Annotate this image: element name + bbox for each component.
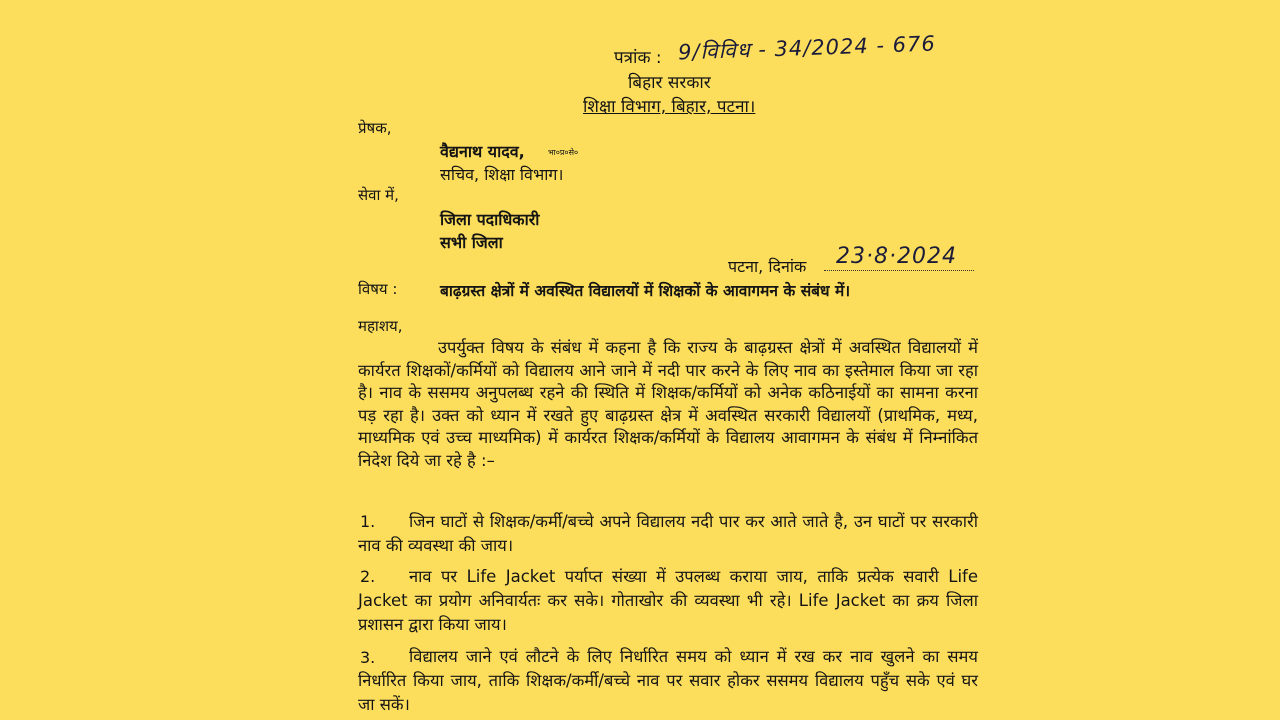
recipient-line2: सभी जिला xyxy=(440,233,503,252)
date-dotted-line xyxy=(824,270,974,271)
intro-paragraph: उपर्युक्त विषय के संबंध में कहना है कि राज्य के बाढ़ग्रस्त क्षेत्रों में अवस्थित विद्यालयों में कार्यरत शिक्षकों/कर्मियों को विद्यालय आने जाने में नदी पार करने के लिए नाव का इस्तेमाल किया जा रहा है। नाव के ससमय अनुपलब्ध रहने की स्थिति में शिक्षक/कर्मियों को अनेक कठिनाईयों का सामना करना पड़ रहा है। उक्त को ध्यान में रखते हुए बाढ़ग्रस्त क्षेत्र में अवस्थित सरकारी विद्यालयों (प्राथमिक, मध्य, माध्यमिक एवं उच्च माध्यमिक) में कार्यरत शिक्षक/कर्मियों के विद्यालय आवागमन के संबंध में निम्नांकित निदेश दिये जा रहे है :– xyxy=(358,338,978,470)
salutation: महाशय, xyxy=(358,317,403,335)
subject-label: विषय : xyxy=(358,280,398,298)
item-number: 3. xyxy=(360,648,376,667)
sender-name: वैद्यनाथ यादव, xyxy=(440,142,525,161)
recipient-line1: जिला पदाधिकारी xyxy=(440,210,540,229)
date-handwritten: 23·8·2024 xyxy=(836,244,957,269)
department-name: शिक्षा विभाग, बिहार, पटना। xyxy=(583,97,756,117)
item-text: नाव पर Life Jacket पर्याप्त संख्या में उपलब्ध कराया जाय, ताकि प्रत्येक सवारी Life Jacket का प्रयोग अनिवार्यतः कर सके। गोताखोर की व्यवस्था भी रहे। Life Jacket का क्रय जिला प्रशासन द्वारा किया जाय। xyxy=(358,567,978,634)
ref-number-handwritten: 9/विविध - 34/2024 - 676 xyxy=(677,31,937,65)
item-number: 1. xyxy=(360,512,376,531)
subject-text: बाढ़ग्रस्त क्षेत्रों में अवस्थित विद्यालयों में शिक्षकों के आवागमन के संबंध में। xyxy=(440,282,851,300)
govt-name: बिहार सरकार xyxy=(628,73,711,93)
item-text: विद्यालय जाने एवं लौटने के लिए निर्धारित समय को ध्यान में रख कर नाव खुलने का समय निर्धारित किया जाय, ताकि शिक्षक/कर्मी/बच्चे नाव पर सवार होकर ससमय विद्यालय पहुँच सके एवं घर जा सकें। xyxy=(358,647,978,714)
date-label: पटना, दिनांक xyxy=(728,257,807,276)
recipient-label: सेवा में, xyxy=(358,186,399,204)
sender-post: सचिव, शिक्षा विभाग। xyxy=(440,165,564,184)
sender-label: प्रेषक, xyxy=(358,119,392,137)
item-text: जिन घाटों से शिक्षक/कर्मी/बच्चे अपने विद्यालय नदी पार कर आते जाते है, उन घाटों पर सरकारी नाव की व्यवस्था की जाय। xyxy=(358,512,978,555)
ref-label: पत्रांक : xyxy=(614,48,662,68)
sender-service: भा०प्र०से० xyxy=(548,148,579,157)
item-number: 2. xyxy=(360,567,376,586)
